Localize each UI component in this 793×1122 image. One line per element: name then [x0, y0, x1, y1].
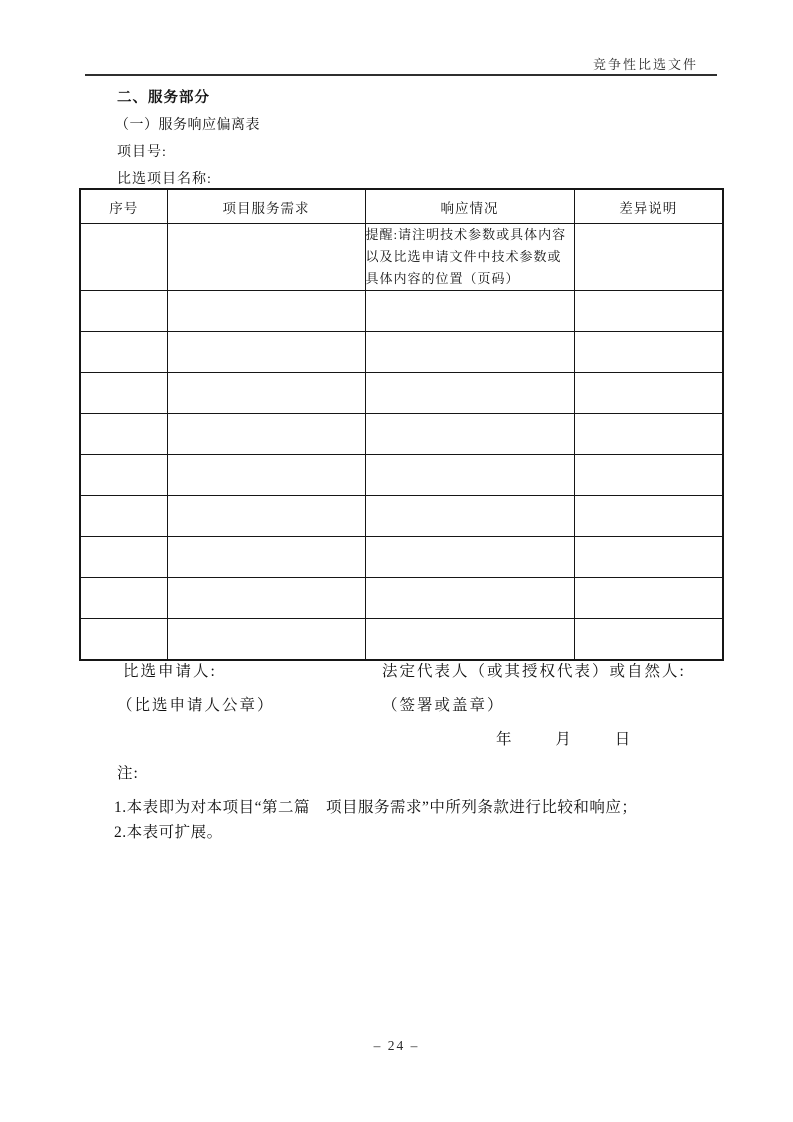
section-title: 二、服务部分 — [117, 90, 210, 106]
col-header-service-requirement: 项目服务需求 — [167, 189, 365, 224]
table-empty-row — [80, 619, 723, 661]
date-year-label: 年 — [496, 731, 512, 748]
table-empty-cell — [365, 291, 574, 332]
project-name-label: 比选项目名称: — [117, 172, 212, 187]
applicant-label: 比选申请人: — [123, 663, 217, 680]
date-day-label: 日 — [614, 731, 631, 748]
table-empty-cell — [365, 455, 574, 496]
table-empty-cell — [574, 455, 723, 496]
note-item-1: 1.本表即为对本项目“第二篇 项目服务需求”中所列条款进行比较和响应； — [114, 799, 638, 816]
table-empty-cell — [167, 414, 365, 455]
col-header-seq: 序号 — [80, 189, 167, 224]
table-empty-cell — [365, 332, 574, 373]
table-empty-cell — [80, 537, 167, 578]
table-empty-cell — [365, 537, 574, 578]
table-empty-cell — [365, 373, 574, 414]
table-empty-cell — [574, 537, 723, 578]
table-empty-row — [80, 373, 723, 414]
table-empty-row — [80, 496, 723, 537]
table-empty-cell — [167, 496, 365, 537]
deviation-table-body — [80, 224, 723, 661]
table-empty-row — [80, 578, 723, 619]
project-number-label: 项目号: — [117, 145, 167, 160]
table-empty-cell — [80, 373, 167, 414]
table-reminder-row — [80, 224, 723, 291]
table-empty-cell — [365, 619, 574, 661]
table-empty-cell — [80, 455, 167, 496]
table-empty-row — [80, 291, 723, 332]
date-month-label: 月 — [555, 731, 571, 748]
table-empty-cell — [80, 578, 167, 619]
col-header-response: 响应情况 — [365, 189, 574, 224]
table-empty-cell — [167, 619, 365, 661]
table-empty-cell — [80, 496, 167, 537]
col-header-difference: 差异说明 — [574, 189, 723, 224]
table-empty-cell — [167, 332, 365, 373]
table-empty-cell — [574, 578, 723, 619]
table-empty-cell — [574, 373, 723, 414]
table-empty-cell — [167, 224, 365, 291]
table-empty-cell — [574, 496, 723, 537]
service-deviation-table — [79, 188, 724, 661]
table-empty-row — [80, 332, 723, 373]
table-empty-cell — [365, 578, 574, 619]
table-empty-row — [80, 455, 723, 496]
table-empty-cell — [80, 619, 167, 661]
table-empty-cell — [574, 332, 723, 373]
table-empty-cell — [80, 224, 167, 291]
table-empty-cell — [80, 414, 167, 455]
table-empty-cell — [167, 291, 365, 332]
running-header-text: 竞争性比选文件 — [592, 57, 698, 72]
table-empty-cell — [167, 455, 365, 496]
representative-label: 法定代表人（或其授权代表）或自然人: — [382, 663, 686, 680]
table-empty-cell — [574, 414, 723, 455]
table-header-row — [80, 189, 723, 224]
table-empty-cell — [574, 291, 723, 332]
table-empty-cell — [365, 496, 574, 537]
subsection-title: （一）服务响应偏离表 — [115, 118, 260, 133]
table-empty-cell — [167, 373, 365, 414]
reminder-note-cell: 提醒:请注明技术参数或具体内容以及比选申请文件中技术参数或具体内容的位置（页码） — [365, 224, 574, 291]
table-empty-cell — [365, 414, 574, 455]
sign-or-seal-label: （签署或盖章） — [382, 697, 505, 714]
table-empty-row — [80, 414, 723, 455]
table-empty-cell — [574, 224, 723, 291]
table-empty-cell — [167, 537, 365, 578]
table-empty-cell — [80, 291, 167, 332]
notes-label: 注: — [117, 765, 139, 782]
date-line — [496, 727, 630, 749]
table-empty-cell — [167, 578, 365, 619]
table-empty-row — [80, 537, 723, 578]
applicant-seal-label: （比选申请人公章） — [117, 697, 275, 714]
table-empty-cell — [80, 332, 167, 373]
header-rule — [85, 74, 717, 76]
note-item-2: 2.本表可扩展。 — [114, 824, 223, 841]
page-number: – 24 – — [373, 1038, 420, 1053]
table-empty-cell — [574, 619, 723, 661]
